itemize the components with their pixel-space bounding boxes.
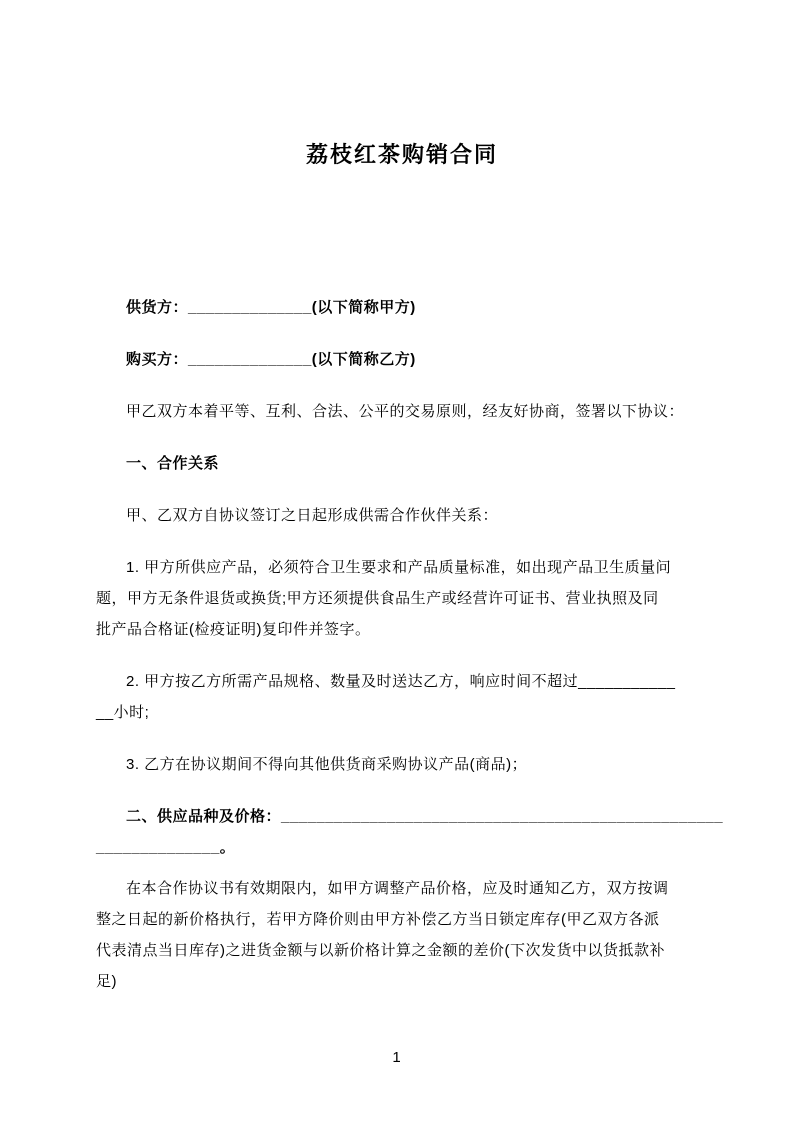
document-content (96, 0, 724, 1018)
section-2-heading-line-1: 二、供应品种及价格：__________________________________________________ (126, 808, 724, 825)
section-1-heading-text: 一、合作关系 (126, 455, 220, 472)
party-supplier-line (96, 292, 708, 323)
preamble-text: 甲乙双方本着平等、互利、合法、公平的交易原则，经友好协商，签署以下协议： (126, 403, 685, 420)
clause-2-line-2: __小时; (96, 704, 150, 721)
party-buyer-line (96, 344, 708, 375)
clause-1-line-3: 批产品合格证(检疫证明)复印件并签字。 (96, 621, 371, 638)
clause-3-text: 3. 乙方在协议期间不得向其他供货商采购协议产品(商品)； (126, 756, 528, 773)
clause-partnership-text: 甲、乙双方自协议签订之日起形成供需合作伙伴关系： (126, 507, 499, 524)
clause-2-line-1: 2. 甲方按乙方所需产品规格、数量及时送达乙方，响应时间不超过___________ (126, 673, 676, 690)
buyer-blank-line: 购买方：______________(以下简称乙方) (126, 351, 416, 368)
supplier-blank-line: 供货方：______________(以下简称甲方) (126, 299, 416, 316)
price-adjustment-clause (96, 873, 708, 997)
preamble-paragraph (96, 396, 708, 427)
clause-1-line-2: 题，甲方无条件退货或换货;甲方还须提供食品生产或经营许可证书、营业执照及同 (96, 590, 659, 607)
document-title: 荔枝红茶购销合同 (305, 142, 498, 167)
price-adjustment-line-1: 在本合作协议书有效期限内，如甲方调整产品价格，应及时通知乙方，双方按调 (126, 880, 669, 897)
clause-3-exclusivity (96, 749, 708, 780)
clause-1-line-1: 1. 甲方所供应产品，必须符合卫生要求和产品质量标准，如出现产品卫生质量问 (126, 559, 672, 576)
section-1-heading (96, 448, 708, 479)
section-2-heading (96, 801, 724, 863)
price-adjustment-line-3: 代表清点当日库存)之进货金额与以新价格计算之金额的差价(下次发货中以货抵款补 (96, 942, 665, 959)
clause-1-quality (96, 552, 708, 645)
price-adjustment-line-2: 整之日起的新价格执行，若甲方降价则由甲方补偿乙方当日锁定库存(甲乙双方各派 (96, 911, 660, 928)
page-number: 1 (392, 1049, 401, 1066)
price-adjustment-line-4: 足) (96, 973, 117, 990)
clause-partnership (96, 500, 708, 531)
section-2-heading-line-2: ______________。 (96, 839, 236, 856)
clause-2-delivery (96, 666, 708, 728)
